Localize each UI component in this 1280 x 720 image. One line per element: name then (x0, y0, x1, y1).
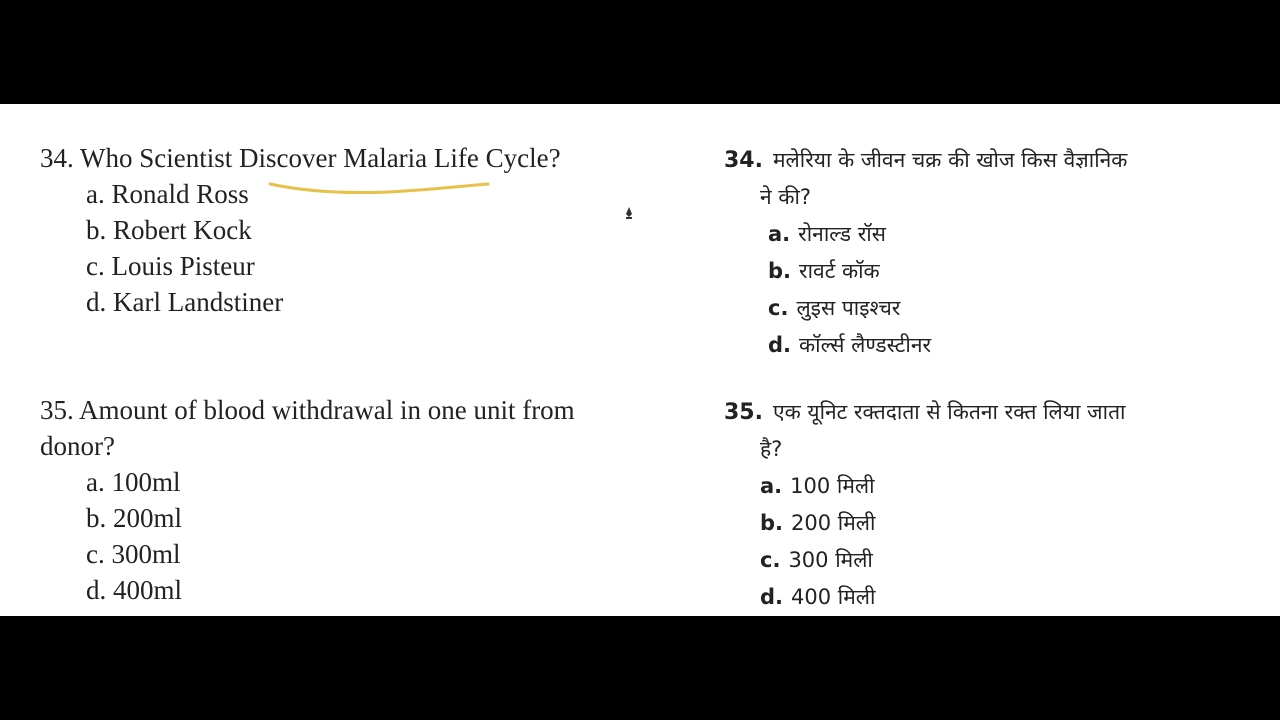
q35-hi-option-c: c. 300 मिली (760, 548, 873, 572)
q35-en-option-d: d. 400ml (86, 575, 183, 605)
q34-en-option-d: d. Karl Landstiner (86, 287, 284, 317)
q34-hi-question-line1 (724, 142, 1127, 179)
q35-en-option-c: c. 300ml (86, 539, 181, 569)
highlight-underline (268, 182, 492, 202)
q35-hi-option-b: b. 200 मिली (760, 511, 876, 535)
q34-hi-question-text1: मलेरिया के जीवन चक्र की खोज किस वैज्ञानिक (772, 148, 1128, 172)
q35-hi-option-a: a. 100 मिली (760, 474, 875, 498)
q34-hi-option-c: c. लुइस पाइश्चर (768, 296, 901, 320)
q35-hindi (724, 394, 1126, 616)
q35-hi-option-d: d. 400 मिली (760, 585, 876, 609)
q34-hi-options (724, 216, 1127, 364)
q35-hi-question-text1: एक यूनिट रक्तदाता से कितना रक्त लिया जाता (772, 400, 1126, 424)
q35-en-options (40, 464, 575, 608)
q34-hi-option-d: d. कॉर्ल्स लैण्डस्टीनर (768, 333, 932, 357)
q35-english (40, 392, 575, 608)
q34-hi-option-a: a. रोनाल्ड रॉस (768, 222, 886, 246)
q35-en-question-line2: donor? (40, 431, 115, 461)
q34-en-option-b: b. Robert Kock (86, 215, 252, 245)
quiz-page (0, 104, 1280, 616)
pen-cursor-icon (624, 206, 634, 220)
q34-en-option-c: c. Louis Pisteur (86, 251, 255, 281)
q34-hindi (724, 142, 1127, 364)
q35-en-option-a: a. 100ml (86, 467, 181, 497)
q34-hi-number: 34. (724, 148, 763, 173)
q35-hi-number: 35. (724, 400, 763, 425)
q35-hi-question-line2: है? (760, 437, 783, 461)
q35-en-question-line1: 35. Amount of blood withdrawal in one unit from (40, 395, 575, 425)
q34-hi-question-line2: ने की? (760, 185, 812, 209)
q35-hi-question-line1 (724, 394, 1126, 431)
q34-english (40, 140, 561, 320)
q35-hi-options (724, 468, 1126, 616)
q34-en-option-a: a. Ronald Ross (86, 179, 249, 209)
q34-en-question: 34. Who Scientist Discover Malaria Life Cycle? (40, 143, 561, 173)
q35-en-option-b: b. 200ml (86, 503, 183, 533)
q34-hi-option-b: b. रावर्ट कॉक (768, 259, 880, 283)
